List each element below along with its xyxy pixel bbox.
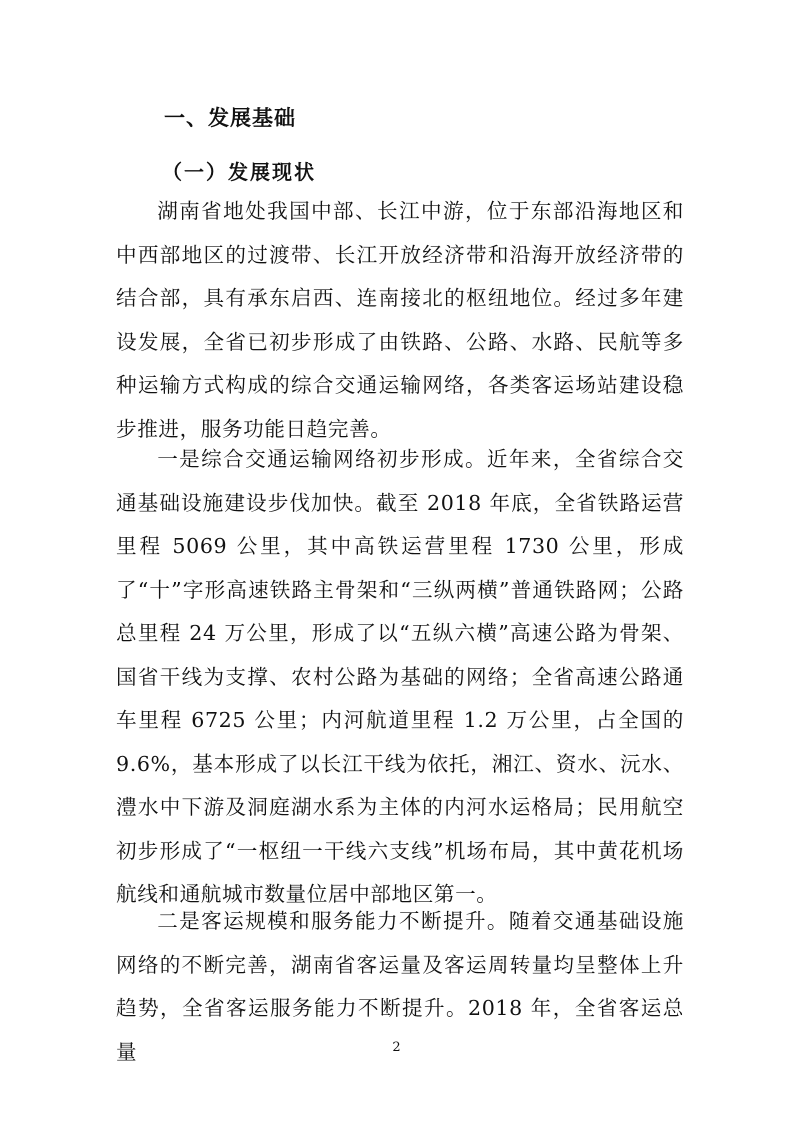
paragraph-lead: 二是 <box>157 909 202 933</box>
subsection-heading: （一）发展现状 <box>162 160 316 184</box>
paragraph-network <box>116 438 684 917</box>
paragraph-text: 客运规模和服务能力不断提升。随着交通基础设施网络的不断完善，湖南省客运量及客运周转量均呈整体上升趋势，全省客运服务能力不断提升。2018 年，全省客运总量 <box>116 909 684 1064</box>
paragraph-lead: 一是 <box>157 447 202 471</box>
paragraph-overview <box>116 190 684 451</box>
section-heading: 一、发展基础 <box>164 106 296 130</box>
paragraph-text: 湖南省地处我国中部、长江中游，位于东部沿海地区和中西部地区的过渡带、长江开放经济带和沿海开放经济带的结合部，具有承东启西、连南接北的枢纽地位。经过多年建设发展，全省已初步形成了由铁路、公路、水路、民航等多种运输方式构成的综合交通运输网络，各类客运场站建设稳步推进，服务功能日趋完善。 <box>116 199 684 441</box>
page-number: 2 <box>392 1040 401 1055</box>
paragraph-text: 综合交通运输网络初步形成。近年来，全省综合交通基础设施建设步伐加快。截至 2018 年底，全省铁路运营里程 5069 公里，其中高铁运营里程 1730 公里，形成了“十”字形高速铁路主骨架和“三纵两横”普通铁路网；公路总里程 24 万公里，形成了以“五纵六横”高速公路为骨架、国省干线为支撑、农村公路为基础的网络；全省高速公路通车里程 6725 公里；内河航道里程 1.2 万公里，占全国的 9.6%，基本形成了以长江干线为依托，湘江、资水、沅水、澧水中下游及洞庭湖水系为主体的内河水运格局；民用航空初步形成了“一枢纽一干线六支线”机场布局，其中黄花机场航线和通航城市数量位居中部地区第一。 <box>116 447 684 906</box>
